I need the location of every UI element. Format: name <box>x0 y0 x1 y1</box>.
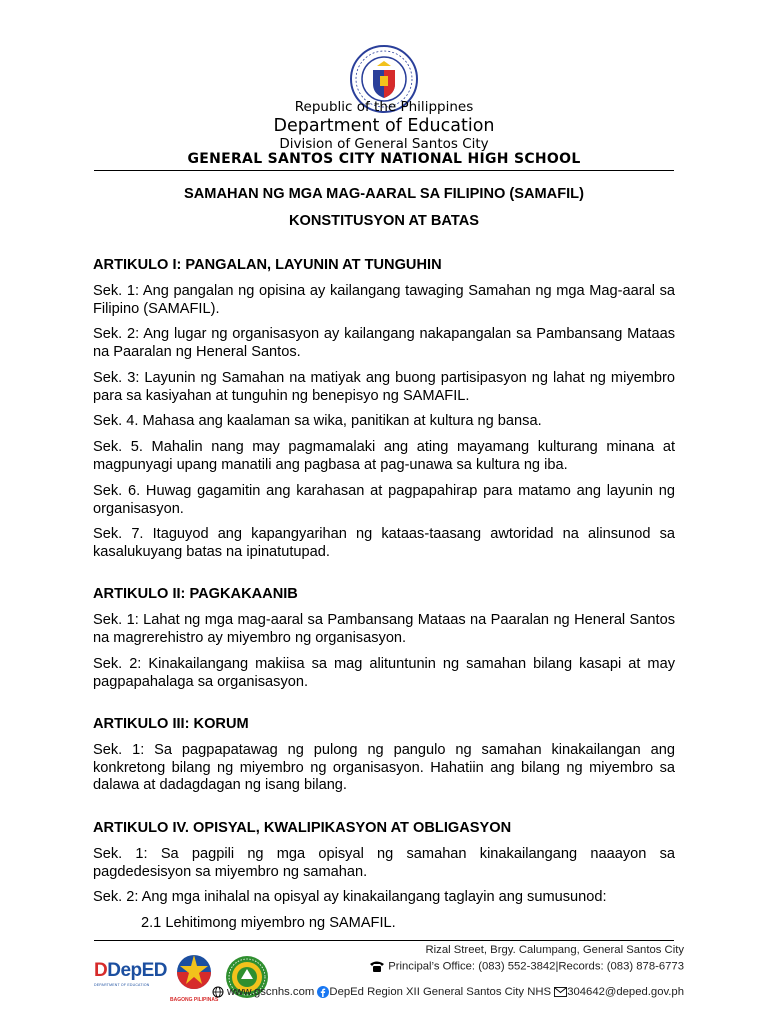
deped-logo-text: DepED <box>107 960 168 981</box>
document-subtitle: KONSTITUSYON AT BATAS <box>289 213 479 229</box>
email-icon <box>554 987 567 997</box>
deped-logo: DDepED DEPARTMENT OF EDUCATION <box>94 960 168 987</box>
bagong-pilipinas-text: BAGONG PILIPINAS <box>170 997 219 1003</box>
globe-icon <box>212 986 224 998</box>
article-section: Sek. 5. Mahalin nang may pagmamalaki ang ating mayamang kulturang minana at magpunyagi upang manatili ang pagbasa at pag-unawa sa kultura ng iba. <box>93 439 675 473</box>
deped-logo-tagline: DEPARTMENT OF EDUCATION <box>94 983 150 987</box>
footer-address: Rizal Street, Brgy. Calumpang, General Santos City <box>425 944 684 956</box>
article-subitem: 2.1 Lehitimong miyembro ng SAMAFIL. <box>141 915 396 931</box>
footer-email[interactable]: 304642@deped.gov.ph <box>567 986 684 998</box>
header-department: Department of Education <box>273 116 495 136</box>
article-section: Sek. 7. Itaguyod ang kapangyarihan ng kataas-taasang awtoridad na alinsunod sa kasalukuyang batas na ipinatutupad. <box>93 526 675 560</box>
footer-website[interactable]: www.gscnhs.com <box>227 986 315 998</box>
header-divider <box>94 170 674 171</box>
telephone-icon <box>369 960 385 973</box>
footer-online-line <box>212 986 684 998</box>
bagong-pilipinas-emblem-icon <box>170 952 218 992</box>
article-section: Sek. 1: Ang pangalan ng opisina ay kailangang tawaging Samahan ng mga Mag-aaral sa Filipino (SAMAFIL). <box>93 283 675 317</box>
footer-divider <box>94 940 674 941</box>
article-section: Sek. 2: Kinakailangang makiisa sa mag alituntunin ng samahan bilang kasapi at may pagpapahalaga sa organisasyon. <box>93 656 675 690</box>
article-section: Sek. 1: Sa pagpapatawag ng pulong ng pangulo ng samahan kinakailangan ang konkretong bilang ng miyembro ng organisasyon. Hahatiin ang bilang ng miyembro sa dalawa at dadagdagan ng isang bilang. <box>93 742 675 793</box>
article-heading: ARTIKULO III: KORUM <box>93 716 249 732</box>
article-heading: ARTIKULO I: PANGALAN, LAYUNIN AT TUNGUHIN <box>93 257 442 273</box>
article-section: Sek. 2: Ang lugar ng organisasyon ay kailangang nakapangalan sa Pambansang Mataas na Paaralan ng Heneral Santos. <box>93 326 675 360</box>
footer-phone-line <box>369 960 684 973</box>
article-section: Sek. 6. Huwag gagamitin ang karahasan at pagpapahirap para matamo ang layunin ng organisasyon. <box>93 483 675 517</box>
article-section: Sek. 1: Lahat ng mga mag-aaral sa Pambansang Mataas na Paaralan ng Heneral Santos na magrerehistro ay miyembro ng organisasyon. <box>93 612 675 646</box>
article-section: Sek. 2: Ang mga inihalal na opisyal ay kinakailangang taglayin ang sumusunod: <box>93 889 607 905</box>
article-section: Sek. 1: Sa pagpili ng mga opisyal ng samahan kinakailangang naaayon sa pagdedesisyon sa miyembro ng samahan. <box>93 846 675 880</box>
footer-phones: Principal’s Office: (083) 552-3842|Records: (083) 878-6773 <box>388 960 684 973</box>
article-heading: ARTIKULO II: PAGKAKAANIB <box>93 586 298 602</box>
footer-facebook[interactable]: DepEd Region XII General Santos City NHS <box>329 986 552 998</box>
article-section: Sek. 4. Mahasa ang kaalaman sa wika, panitikan at kultura ng bansa. <box>93 413 542 429</box>
article-heading: ARTIKULO IV. OPISYAL, KWALIPIKASYON AT OBLIGASYON <box>93 820 512 836</box>
article-section: Sek. 3: Layunin ng Samahan na matiyak ang buong partisipasyon ng lahat ng miyembro para sa kasiyahan at tunguhin ng benepisyo ng SAMAFIL. <box>93 370 675 404</box>
header-school-name: GENERAL SANTOS CITY NATIONAL HIGH SCHOOL <box>187 151 581 167</box>
header-division: Division of General Santos City <box>279 136 489 152</box>
document-title: SAMAHAN NG MGA MAG-AARAL SA FILIPINO (SAMAFIL) <box>184 186 584 202</box>
header-republic: Republic of the Philippines <box>294 99 474 115</box>
facebook-icon <box>317 986 329 998</box>
bagong-pilipinas-logo <box>170 952 218 1006</box>
